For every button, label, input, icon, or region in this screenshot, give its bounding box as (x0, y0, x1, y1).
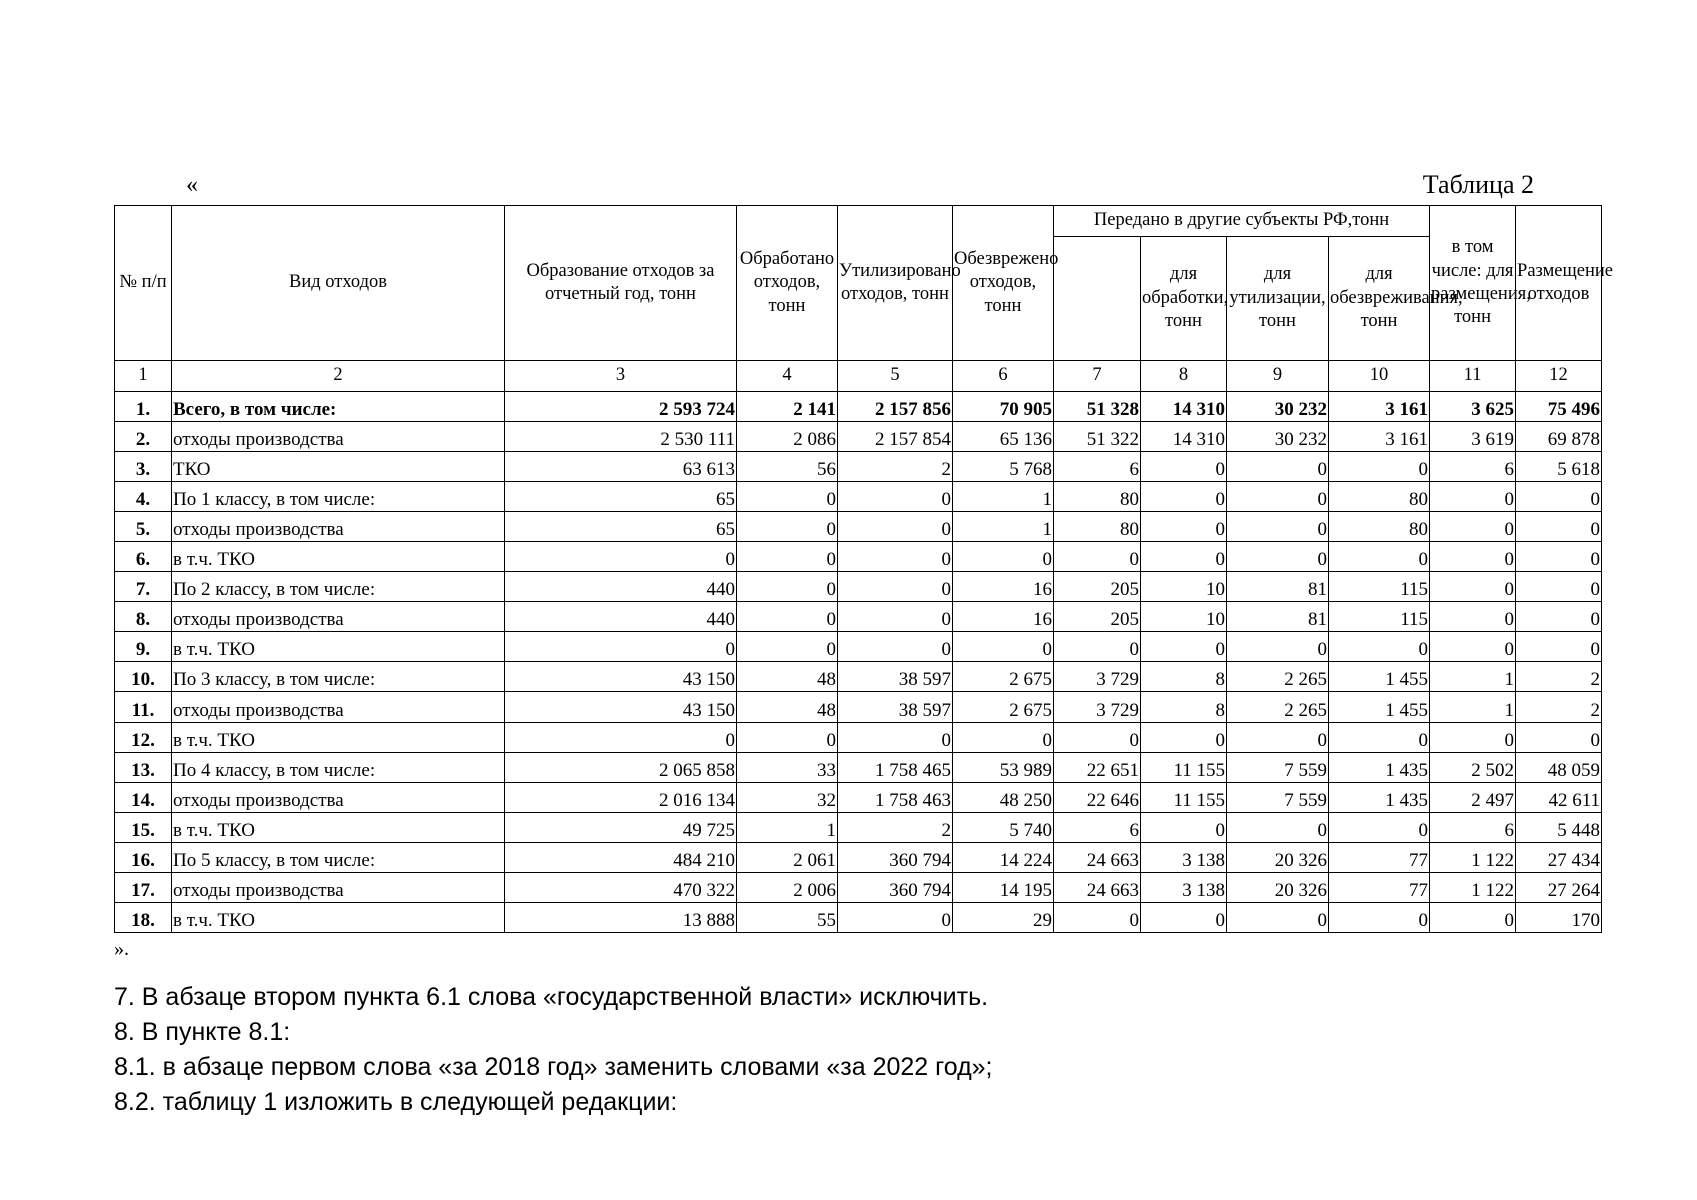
row-value: 24 663 (1054, 842, 1141, 872)
header-transferred-total (1054, 237, 1141, 361)
header-for-utilization: для утилизации, тонн (1227, 237, 1329, 361)
row-value: 0 (737, 602, 838, 632)
row-value: 13 888 (505, 902, 737, 932)
row-value: 33 (737, 752, 838, 782)
row-value: 2 157 856 (838, 392, 953, 422)
row-value: 3 729 (1054, 692, 1141, 722)
row-value: 42 611 (1516, 782, 1602, 812)
row-number: 7. (115, 572, 172, 602)
row-value: 115 (1329, 572, 1430, 602)
row-value: 22 651 (1054, 752, 1141, 782)
row-number: 15. (115, 812, 172, 842)
row-waste-kind: По 1 классу, в том числе: (172, 482, 505, 512)
waste-table (114, 205, 1613, 933)
row-value: 65 136 (953, 422, 1054, 452)
column-number: 9 (1227, 361, 1329, 392)
row-number: 18. (115, 902, 172, 932)
column-number: 10 (1329, 361, 1430, 392)
row-value: 0 (737, 512, 838, 542)
table-row (115, 722, 1602, 752)
row-value: 0 (1516, 542, 1602, 572)
row-waste-kind: в т.ч. ТКО (172, 812, 505, 842)
header-kind: Вид отходов (172, 206, 505, 361)
row-waste-kind: в т.ч. ТКО (172, 632, 505, 662)
row-value: 0 (953, 542, 1054, 572)
row-value: 0 (1329, 452, 1430, 482)
row-value: 1 (737, 812, 838, 842)
row-value: 56 (737, 452, 838, 482)
row-value: 0 (1227, 722, 1329, 752)
row-value: 2 (1516, 692, 1602, 722)
row-value: 3 729 (1054, 662, 1141, 692)
row-value: 48 (737, 692, 838, 722)
row-value: 0 (1430, 482, 1516, 512)
row-number: 4. (115, 482, 172, 512)
row-number: 6. (115, 542, 172, 572)
row-value: 440 (505, 602, 737, 632)
row-value: 0 (1227, 542, 1329, 572)
row-value: 2 006 (737, 872, 838, 902)
row-value: 2 157 854 (838, 422, 953, 452)
row-value: 0 (1141, 482, 1227, 512)
table-row (115, 842, 1602, 872)
row-value: 5 618 (1516, 452, 1602, 482)
row-value: 14 224 (953, 842, 1054, 872)
table-row (115, 812, 1602, 842)
row-value: 0 (838, 902, 953, 932)
row-value: 0 (1054, 722, 1141, 752)
header-for-processing: для обработки, тонн (1141, 237, 1227, 361)
table-row (115, 452, 1602, 482)
row-value: 3 625 (1430, 392, 1516, 422)
row-value: 0 (1516, 632, 1602, 662)
row-value: 0 (1227, 632, 1329, 662)
row-value: 14 310 (1141, 392, 1227, 422)
row-value: 63 613 (505, 452, 737, 482)
column-number: 6 (953, 361, 1054, 392)
table-row (115, 872, 1602, 902)
row-value: 0 (838, 572, 953, 602)
row-value: 48 250 (953, 782, 1054, 812)
table-row (115, 752, 1602, 782)
row-value: 27 264 (1516, 872, 1602, 902)
row-value: 1 455 (1329, 692, 1430, 722)
row-value: 3 138 (1141, 872, 1227, 902)
row-value: 0 (737, 482, 838, 512)
column-number: 4 (737, 361, 838, 392)
row-waste-kind: отходы производства (172, 782, 505, 812)
row-waste-kind: в т.ч. ТКО (172, 722, 505, 752)
row-value: 0 (1430, 902, 1516, 932)
row-value: 10 (1141, 602, 1227, 632)
row-value: 1 (953, 512, 1054, 542)
row-value: 22 646 (1054, 782, 1141, 812)
row-value: 0 (1430, 572, 1516, 602)
row-value: 1 (1430, 692, 1516, 722)
row-value: 27 434 (1516, 842, 1602, 872)
row-value: 49 725 (505, 812, 737, 842)
row-value: 0 (953, 722, 1054, 752)
row-value: 2 (838, 812, 953, 842)
row-number: 2. (115, 422, 172, 452)
row-value: 80 (1329, 512, 1430, 542)
row-value: 38 597 (838, 692, 953, 722)
row-value: 470 322 (505, 872, 737, 902)
row-value: 3 619 (1430, 422, 1516, 452)
row-value: 6 (1054, 452, 1141, 482)
row-value: 0 (1054, 902, 1141, 932)
row-waste-kind: отходы производства (172, 512, 505, 542)
column-number: 8 (1141, 361, 1227, 392)
row-number: 10. (115, 662, 172, 692)
row-value: 69 878 (1516, 422, 1602, 452)
row-waste-kind: По 3 классу, в том числе: (172, 662, 505, 692)
row-value: 1 (953, 482, 1054, 512)
row-value: 14 195 (953, 872, 1054, 902)
row-number: 5. (115, 512, 172, 542)
row-number: 12. (115, 722, 172, 752)
header-for-neutralization: для обезвреживания, тонн (1329, 237, 1430, 361)
row-value: 2 675 (953, 662, 1054, 692)
header-neutralized: Обезврежено отходов, тонн (953, 206, 1054, 361)
row-value: 360 794 (838, 872, 953, 902)
row-value: 0 (1141, 722, 1227, 752)
row-value: 2 593 724 (505, 392, 737, 422)
row-value: 0 (1430, 602, 1516, 632)
row-number: 3. (115, 452, 172, 482)
row-value: 43 150 (505, 692, 737, 722)
row-value: 77 (1329, 872, 1430, 902)
row-value: 0 (838, 722, 953, 752)
row-value: 75 496 (1516, 392, 1602, 422)
row-value: 24 663 (1054, 872, 1141, 902)
table-row (115, 902, 1602, 932)
row-value: 0 (1329, 902, 1430, 932)
row-value: 0 (737, 632, 838, 662)
table-row (115, 572, 1602, 602)
header-placement: Размещение отходов (1516, 206, 1602, 361)
table-row (115, 692, 1602, 722)
table-row (115, 782, 1602, 812)
row-value: 48 059 (1516, 752, 1602, 782)
row-value: 5 448 (1516, 812, 1602, 842)
row-value: 2 016 134 (505, 782, 737, 812)
row-value: 115 (1329, 602, 1430, 632)
row-value: 360 794 (838, 842, 953, 872)
row-value: 20 326 (1227, 842, 1329, 872)
row-value: 20 326 (1227, 872, 1329, 902)
row-value: 2 265 (1227, 662, 1329, 692)
row-number: 13. (115, 752, 172, 782)
row-value: 440 (505, 572, 737, 602)
header-transferred: Передано в другие субъекты РФ,тонн (1054, 206, 1430, 237)
row-value: 0 (1516, 572, 1602, 602)
row-value: 0 (1141, 902, 1227, 932)
row-number: 14. (115, 782, 172, 812)
row-value: 0 (1227, 452, 1329, 482)
row-value: 0 (1329, 722, 1430, 752)
amendment-paragraph: 8.1. в абзаце первом слова «за 2018 год» заменить словами «за 2022 год»; (114, 1053, 993, 1081)
row-value: 0 (737, 542, 838, 572)
row-value: 2 (1516, 662, 1602, 692)
table-row (115, 392, 1602, 422)
row-waste-kind: По 2 классу, в том числе: (172, 572, 505, 602)
row-value: 7 559 (1227, 782, 1329, 812)
amendment-paragraph: 8. В пункте 8.1: (114, 1018, 291, 1046)
amendment-paragraphs (114, 980, 993, 1120)
row-value: 0 (1141, 542, 1227, 572)
row-value: 2 086 (737, 422, 838, 452)
row-value: 8 (1141, 662, 1227, 692)
row-value: 170 (1516, 902, 1602, 932)
row-value: 10 (1141, 572, 1227, 602)
row-value: 0 (1430, 722, 1516, 752)
column-number: 3 (505, 361, 737, 392)
row-value: 51 328 (1054, 392, 1141, 422)
row-value: 0 (1227, 902, 1329, 932)
table-row (115, 602, 1602, 632)
column-number: 1 (115, 361, 172, 392)
row-value: 3 161 (1329, 392, 1430, 422)
row-value: 2 530 111 (505, 422, 737, 452)
row-waste-kind: отходы производства (172, 692, 505, 722)
column-number: 2 (172, 361, 505, 392)
row-value: 0 (1329, 812, 1430, 842)
row-value: 48 (737, 662, 838, 692)
row-waste-kind: в т.ч. ТКО (172, 902, 505, 932)
row-value: 0 (1141, 632, 1227, 662)
row-value: 5 768 (953, 452, 1054, 482)
row-value: 205 (1054, 572, 1141, 602)
row-waste-kind: отходы производства (172, 602, 505, 632)
row-value: 1 435 (1329, 782, 1430, 812)
row-value: 0 (1227, 812, 1329, 842)
row-number: 11. (115, 692, 172, 722)
row-value: 2 497 (1430, 782, 1516, 812)
row-number: 17. (115, 872, 172, 902)
row-value: 55 (737, 902, 838, 932)
row-value: 0 (1141, 812, 1227, 842)
row-value: 6 (1430, 452, 1516, 482)
row-value: 0 (1516, 722, 1602, 752)
column-number: 11 (1430, 361, 1516, 392)
row-value: 0 (505, 542, 737, 572)
row-value: 7 559 (1227, 752, 1329, 782)
row-number: 1. (115, 392, 172, 422)
table-caption: Таблица 2 (1422, 170, 1534, 199)
row-value: 0 (1329, 542, 1430, 572)
row-value: 0 (1516, 482, 1602, 512)
row-value: 0 (838, 512, 953, 542)
row-value: 2 (838, 452, 953, 482)
row-number: 16. (115, 842, 172, 872)
table-row (115, 632, 1602, 662)
row-value: 81 (1227, 602, 1329, 632)
row-value: 2 065 858 (505, 752, 737, 782)
row-number: 9. (115, 632, 172, 662)
row-value: 65 (505, 512, 737, 542)
row-value: 1 455 (1329, 662, 1430, 692)
row-value: 0 (1430, 632, 1516, 662)
row-value: 30 232 (1227, 392, 1329, 422)
row-value: 70 905 (953, 392, 1054, 422)
row-value: 38 597 (838, 662, 953, 692)
row-value: 1 (1430, 662, 1516, 692)
row-waste-kind: в т.ч. ТКО (172, 542, 505, 572)
row-value: 51 322 (1054, 422, 1141, 452)
row-value: 1 122 (1430, 842, 1516, 872)
row-value: 0 (838, 542, 953, 572)
row-value: 205 (1054, 602, 1141, 632)
table-row (115, 512, 1602, 542)
row-value: 0 (505, 632, 737, 662)
row-value: 1 435 (1329, 752, 1430, 782)
row-value: 53 989 (953, 752, 1054, 782)
row-value: 1 758 465 (838, 752, 953, 782)
row-value: 2 502 (1430, 752, 1516, 782)
row-value: 2 061 (737, 842, 838, 872)
row-value: 16 (953, 602, 1054, 632)
row-value: 0 (1430, 512, 1516, 542)
row-value: 3 138 (1141, 842, 1227, 872)
row-value: 0 (1227, 482, 1329, 512)
amendment-paragraph: 7. В абзаце втором пункта 6.1 слова «государственной власти» исключить. (114, 983, 989, 1011)
header-num: № п/п (115, 206, 172, 361)
header-processed: Обработано отходов, тонн (737, 206, 838, 361)
row-value: 77 (1329, 842, 1430, 872)
column-number: 12 (1516, 361, 1602, 392)
row-value: 0 (1141, 512, 1227, 542)
row-value: 0 (838, 632, 953, 662)
row-value: 0 (1430, 542, 1516, 572)
row-waste-kind: отходы производства (172, 422, 505, 452)
row-waste-kind: По 4 классу, в том числе: (172, 752, 505, 782)
row-value: 11 155 (1141, 752, 1227, 782)
header-incl-placement: в том числе: для размещения, тонн (1430, 206, 1516, 361)
row-value: 0 (505, 722, 737, 752)
closing-quote: ». (114, 938, 129, 960)
header-formed: Образование отходов за отчетный год, тонн (505, 206, 737, 361)
row-value: 2 141 (737, 392, 838, 422)
table-row (115, 422, 1602, 452)
row-value: 2 265 (1227, 692, 1329, 722)
column-number: 7 (1054, 361, 1141, 392)
row-value: 0 (737, 572, 838, 602)
row-value: 0 (1329, 632, 1430, 662)
row-value: 484 210 (505, 842, 737, 872)
row-value: 80 (1054, 512, 1141, 542)
row-value: 32 (737, 782, 838, 812)
row-value: 29 (953, 902, 1054, 932)
row-value: 0 (1054, 632, 1141, 662)
row-value: 80 (1054, 482, 1141, 512)
row-value: 5 740 (953, 812, 1054, 842)
table-row (115, 482, 1602, 512)
row-value: 1 122 (1430, 872, 1516, 902)
column-number: 5 (838, 361, 953, 392)
row-value: 0 (838, 482, 953, 512)
row-value: 0 (737, 722, 838, 752)
row-value: 0 (1516, 512, 1602, 542)
row-value: 0 (1141, 452, 1227, 482)
opening-quote: « (186, 172, 198, 198)
row-value: 0 (838, 602, 953, 632)
amendment-paragraph: 8.2. таблицу 1 изложить в следующей редакции: (114, 1088, 678, 1116)
row-value: 0 (1054, 542, 1141, 572)
row-waste-kind: Всего, в том числе: (172, 392, 505, 422)
row-waste-kind: ТКО (172, 452, 505, 482)
row-value: 11 155 (1141, 782, 1227, 812)
row-value: 43 150 (505, 662, 737, 692)
row-value: 14 310 (1141, 422, 1227, 452)
row-value: 8 (1141, 692, 1227, 722)
row-value: 6 (1430, 812, 1516, 842)
row-waste-kind: По 5 классу, в том числе: (172, 842, 505, 872)
row-value: 3 161 (1329, 422, 1430, 452)
row-value: 0 (1227, 512, 1329, 542)
row-waste-kind: отходы производства (172, 872, 505, 902)
column-number-row (115, 361, 1602, 392)
row-value: 81 (1227, 572, 1329, 602)
row-value: 0 (1516, 602, 1602, 632)
row-value: 16 (953, 572, 1054, 602)
row-number: 8. (115, 602, 172, 632)
row-value: 2 675 (953, 692, 1054, 722)
row-value: 30 232 (1227, 422, 1329, 452)
table-row (115, 662, 1602, 692)
row-value: 0 (953, 632, 1054, 662)
table-row (115, 542, 1602, 572)
row-value: 80 (1329, 482, 1430, 512)
row-value: 6 (1054, 812, 1141, 842)
row-value: 65 (505, 482, 737, 512)
row-value: 1 758 463 (838, 782, 953, 812)
header-utilized: Утилизировано отходов, тонн (838, 206, 953, 361)
